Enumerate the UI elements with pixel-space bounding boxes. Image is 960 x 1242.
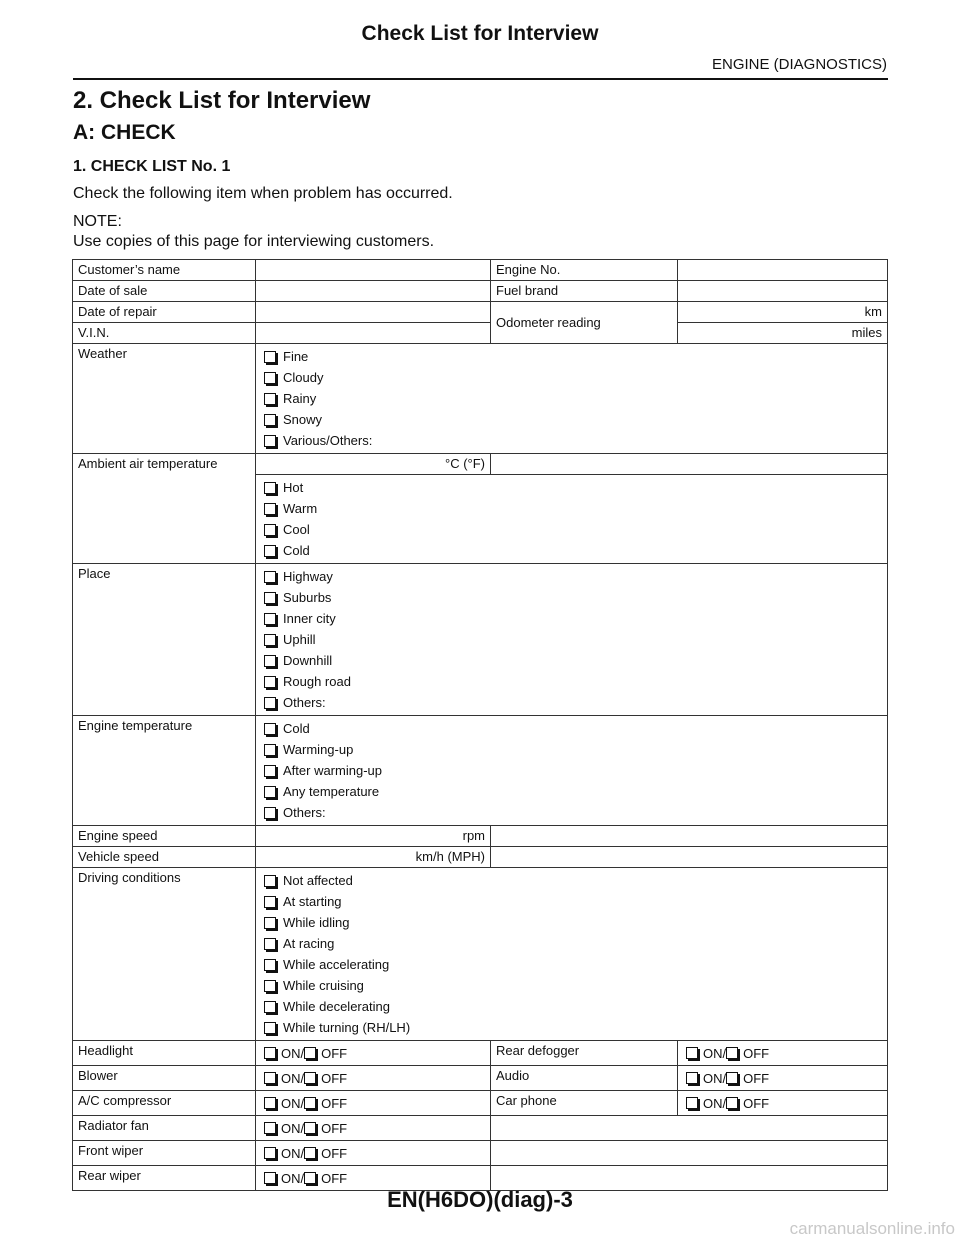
checkbox-icon[interactable] (686, 1047, 698, 1059)
off-label: OFF (321, 1145, 348, 1161)
checkbox-icon[interactable] (304, 1072, 316, 1084)
checkbox-icon[interactable] (264, 503, 276, 515)
option-label: Downhill (283, 653, 333, 668)
option-label: Uphill (283, 632, 316, 647)
place-options (256, 564, 888, 716)
off-label: OFF (321, 1170, 348, 1186)
option-label: Highway (283, 569, 333, 584)
option-label: While cruising (283, 978, 364, 993)
checkbox-icon[interactable] (264, 351, 276, 363)
checkbox-icon[interactable] (264, 545, 276, 557)
option-label: Others: (283, 805, 326, 820)
label-ambient-air-temperature: Ambient air temperature (73, 454, 256, 564)
blank-cell (491, 454, 888, 475)
weather-options (256, 344, 888, 454)
blank-cell (491, 1116, 888, 1141)
on-label: ON/ (281, 1170, 305, 1186)
page-footer: EN(H6DO)(diag)-3 (387, 1187, 573, 1212)
option-fine[interactable] (261, 346, 882, 367)
option-label: At racing (283, 936, 335, 951)
option-downhill[interactable] (261, 650, 882, 671)
off-label: OFF (743, 1045, 770, 1061)
unit-celsius-fahrenheit: °C (°F) (445, 456, 485, 471)
row-vehicle-speed (73, 847, 888, 868)
unit-miles: miles (851, 325, 882, 340)
row-engine-speed (73, 826, 888, 847)
option-label: Cold (283, 543, 310, 558)
option-label: Suburbs (283, 590, 332, 605)
option-cool[interactable] (261, 519, 882, 540)
unit-kmh-mph: km/h (MPH) (415, 849, 485, 864)
rear-defogger-onoff (678, 1041, 888, 1066)
checkbox-icon[interactable] (264, 917, 276, 929)
row-headlight (73, 1041, 888, 1066)
row-weather (73, 344, 888, 454)
label-date-of-repair: Date of repair (73, 302, 256, 323)
checkbox-icon[interactable] (304, 1047, 316, 1059)
checkbox-icon[interactable] (264, 1147, 276, 1159)
engine-temp-options (256, 716, 888, 826)
interview-checklist-table (72, 259, 888, 1191)
row-radiator-fan (73, 1116, 888, 1141)
option-label: While idling (283, 915, 350, 930)
option-label: Any temperature (283, 784, 380, 799)
checkbox-icon[interactable] (304, 1147, 316, 1159)
off-label: OFF (321, 1120, 348, 1136)
checkbox-icon[interactable] (726, 1097, 738, 1109)
checkbox-icon[interactable] (304, 1122, 316, 1134)
option-label: Others: (283, 695, 326, 710)
option-at-racing[interactable] (261, 933, 882, 954)
option-cloudy[interactable] (261, 367, 882, 388)
checkbox-icon[interactable] (686, 1097, 698, 1109)
option-snowy[interactable] (261, 409, 882, 430)
checkbox-icon[interactable] (264, 765, 276, 777)
option-inner-city[interactable] (261, 608, 882, 629)
option-label: Fine (283, 349, 309, 364)
label-date-of-sale: Date of sale (73, 281, 256, 302)
option-while-cruising[interactable] (261, 975, 882, 996)
option-any-temperature[interactable] (261, 781, 882, 802)
option-label: Cold (283, 721, 310, 736)
off-label: OFF (321, 1045, 348, 1061)
blank-cell (491, 1141, 888, 1166)
label-rear-defogger: Rear defogger (491, 1041, 678, 1066)
option-cold[interactable] (261, 718, 882, 739)
off-label: OFF (743, 1095, 770, 1111)
note-label: NOTE: (73, 213, 122, 230)
label-vin: V.I.N. (73, 323, 256, 344)
checkbox-icon[interactable] (264, 786, 276, 798)
field-customers-name[interactable] (256, 260, 491, 281)
option-at-starting[interactable] (261, 891, 882, 912)
option-label: Warming-up (283, 742, 354, 757)
checkbox-icon[interactable] (264, 1047, 276, 1059)
option-label: Snowy (283, 412, 323, 427)
label-place: Place (73, 564, 256, 716)
label-ac-compressor: A/C compressor (73, 1091, 256, 1116)
field-fuel-brand[interactable] (678, 281, 888, 302)
option-cold[interactable] (261, 540, 882, 561)
option-label: Rough road (283, 674, 351, 689)
checkbox-icon[interactable] (264, 414, 276, 426)
checkbox-icon[interactable] (264, 592, 276, 604)
option-rainy[interactable] (261, 388, 882, 409)
on-label: ON/ (703, 1095, 727, 1111)
ac-compressor-onoff (256, 1091, 491, 1116)
on-label: ON/ (281, 1145, 305, 1161)
on-label: ON/ (281, 1045, 305, 1061)
row-customer-name (73, 260, 888, 281)
blower-onoff (256, 1066, 491, 1091)
checkbox-icon[interactable] (264, 1022, 276, 1034)
checkbox-icon[interactable] (264, 393, 276, 405)
label-weather: Weather (73, 344, 256, 454)
label-engine-speed: Engine speed (73, 826, 256, 847)
headlight-onoff (256, 1041, 491, 1066)
checkbox-icon[interactable] (264, 697, 276, 709)
checkbox-icon[interactable] (264, 634, 276, 646)
field-vehicle-speed[interactable] (256, 847, 491, 868)
row-date-of-sale (73, 281, 888, 302)
page-header-title: Check List for Interview (361, 22, 599, 45)
label-car-phone: Car phone (491, 1091, 678, 1116)
option-label: While accelerating (283, 957, 390, 972)
row-driving-conditions (73, 868, 888, 1041)
label-engine-temperature: Engine temperature (73, 716, 256, 826)
note-text: Use copies of this page for interviewing customers. (73, 233, 435, 250)
row-ac-compressor (73, 1091, 888, 1116)
checkbox-icon[interactable] (264, 744, 276, 756)
checkbox-icon[interactable] (686, 1072, 698, 1084)
row-ambient-temp (73, 454, 888, 475)
checkbox-icon[interactable] (726, 1072, 738, 1084)
checkbox-icon[interactable] (264, 1001, 276, 1013)
label-vehicle-speed: Vehicle speed (73, 847, 256, 868)
label-fuel-brand: Fuel brand (491, 281, 678, 302)
intro-text: Check the following item when problem has occurred. (73, 185, 453, 202)
off-label: OFF (321, 1070, 348, 1086)
checkbox-icon[interactable] (264, 807, 276, 819)
option-suburbs[interactable] (261, 587, 882, 608)
off-label: OFF (321, 1095, 348, 1111)
field-date-of-repair[interactable] (256, 302, 491, 323)
front-wiper-onoff (256, 1141, 491, 1166)
checkbox-icon[interactable] (304, 1097, 316, 1109)
audio-onoff (678, 1066, 888, 1091)
label-engine-no: Engine No. (491, 260, 678, 281)
label-odometer-reading: Odometer reading (491, 302, 678, 344)
option-while-decelerating[interactable] (261, 996, 882, 1017)
header-rule (73, 78, 888, 80)
checkbox-icon[interactable] (264, 938, 276, 950)
option-while-idling[interactable] (261, 912, 882, 933)
checkbox-icon[interactable] (264, 524, 276, 536)
heading-check-list: 2. Check List for Interview (73, 87, 371, 114)
option-after-warming-up[interactable] (261, 760, 882, 781)
off-label: OFF (743, 1070, 770, 1086)
on-label: ON/ (281, 1095, 305, 1111)
option-label: Rainy (283, 391, 317, 406)
option-others[interactable] (261, 692, 882, 713)
row-vin (73, 323, 888, 344)
option-while-accelerating[interactable] (261, 954, 882, 975)
radiator-fan-onoff (256, 1116, 491, 1141)
option-label: Warm (283, 501, 318, 516)
checkbox-icon[interactable] (264, 1072, 276, 1084)
note (73, 212, 434, 252)
option-label: While decelerating (283, 999, 390, 1014)
option-label: While turning (RH/LH) (283, 1020, 411, 1035)
field-odometer-miles[interactable] (678, 323, 888, 344)
heading-check-list-no1: 1. CHECK LIST No. 1 (73, 158, 231, 175)
label-headlight: Headlight (73, 1041, 256, 1066)
checkbox-icon[interactable] (264, 571, 276, 583)
option-warming-up[interactable] (261, 739, 882, 760)
option-label: Not affected (283, 873, 353, 888)
row-place (73, 564, 888, 716)
checkbox-icon[interactable] (264, 372, 276, 384)
option-label: Hot (283, 480, 304, 495)
page-header-section: ENGINE (DIAGNOSTICS) (711, 56, 887, 73)
option-highway[interactable] (261, 566, 882, 587)
field-odometer-km[interactable] (678, 302, 888, 323)
checkbox-icon[interactable] (264, 1122, 276, 1134)
option-label: Cool (283, 522, 310, 537)
checkbox-icon[interactable] (264, 896, 276, 908)
checkbox-icon[interactable] (264, 875, 276, 887)
option-while-turning[interactable] (261, 1017, 882, 1038)
field-vin[interactable] (256, 323, 491, 344)
option-label: Cloudy (283, 370, 324, 385)
checkbox-icon[interactable] (264, 655, 276, 667)
checkbox-icon[interactable] (264, 980, 276, 992)
checkbox-icon[interactable] (304, 1172, 316, 1184)
checkbox-icon[interactable] (264, 613, 276, 625)
on-label: ON/ (281, 1070, 305, 1086)
label-customers-name: Customer’s name (73, 260, 256, 281)
field-ambient-temp[interactable] (256, 454, 491, 475)
field-engine-speed[interactable] (256, 826, 491, 847)
row-front-wiper (73, 1141, 888, 1166)
checkbox-icon[interactable] (726, 1047, 738, 1059)
unit-km: km (864, 304, 882, 319)
on-label: ON/ (703, 1070, 727, 1086)
checkbox-icon[interactable] (264, 723, 276, 735)
option-not-affected[interactable] (261, 870, 882, 891)
label-front-wiper: Front wiper (73, 1141, 256, 1166)
option-warm[interactable] (261, 498, 882, 519)
label-radiator-fan: Radiator fan (73, 1116, 256, 1141)
row-engine-temperature (73, 716, 888, 826)
blank-cell (491, 826, 888, 847)
field-engine-no[interactable] (678, 260, 888, 281)
unit-rpm: rpm (462, 828, 485, 843)
on-label: ON/ (281, 1120, 305, 1136)
on-label: ON/ (703, 1045, 727, 1061)
label-rear-wiper: Rear wiper (73, 1166, 256, 1191)
checkbox-icon[interactable] (264, 482, 276, 494)
car-phone-onoff (678, 1091, 888, 1116)
option-uphill[interactable] (261, 629, 882, 650)
option-various-others[interactable] (261, 430, 882, 451)
option-others[interactable] (261, 802, 882, 823)
heading-check: A: CHECK (73, 121, 176, 144)
checkbox-icon[interactable] (264, 676, 276, 688)
option-label: Various/Others: (283, 433, 373, 448)
checkbox-icon[interactable] (264, 1097, 276, 1109)
row-blower (73, 1066, 888, 1091)
watermark: carmanualsonline.info (789, 1219, 955, 1238)
field-date-of-sale[interactable] (256, 281, 491, 302)
option-hot[interactable] (261, 477, 882, 498)
blank-cell (491, 847, 888, 868)
option-label: At starting (283, 894, 342, 909)
checkbox-icon[interactable] (264, 959, 276, 971)
label-driving-conditions: Driving conditions (73, 868, 256, 1041)
checkbox-icon[interactable] (264, 1172, 276, 1184)
label-blower: Blower (73, 1066, 256, 1091)
option-rough-road[interactable] (261, 671, 882, 692)
driving-options (256, 868, 888, 1041)
row-date-of-repair (73, 302, 888, 323)
checkbox-icon[interactable] (264, 435, 276, 447)
option-label: Inner city (283, 611, 336, 626)
option-label: After warming-up (283, 763, 382, 778)
label-audio: Audio (491, 1066, 678, 1091)
ambient-options (256, 475, 888, 564)
